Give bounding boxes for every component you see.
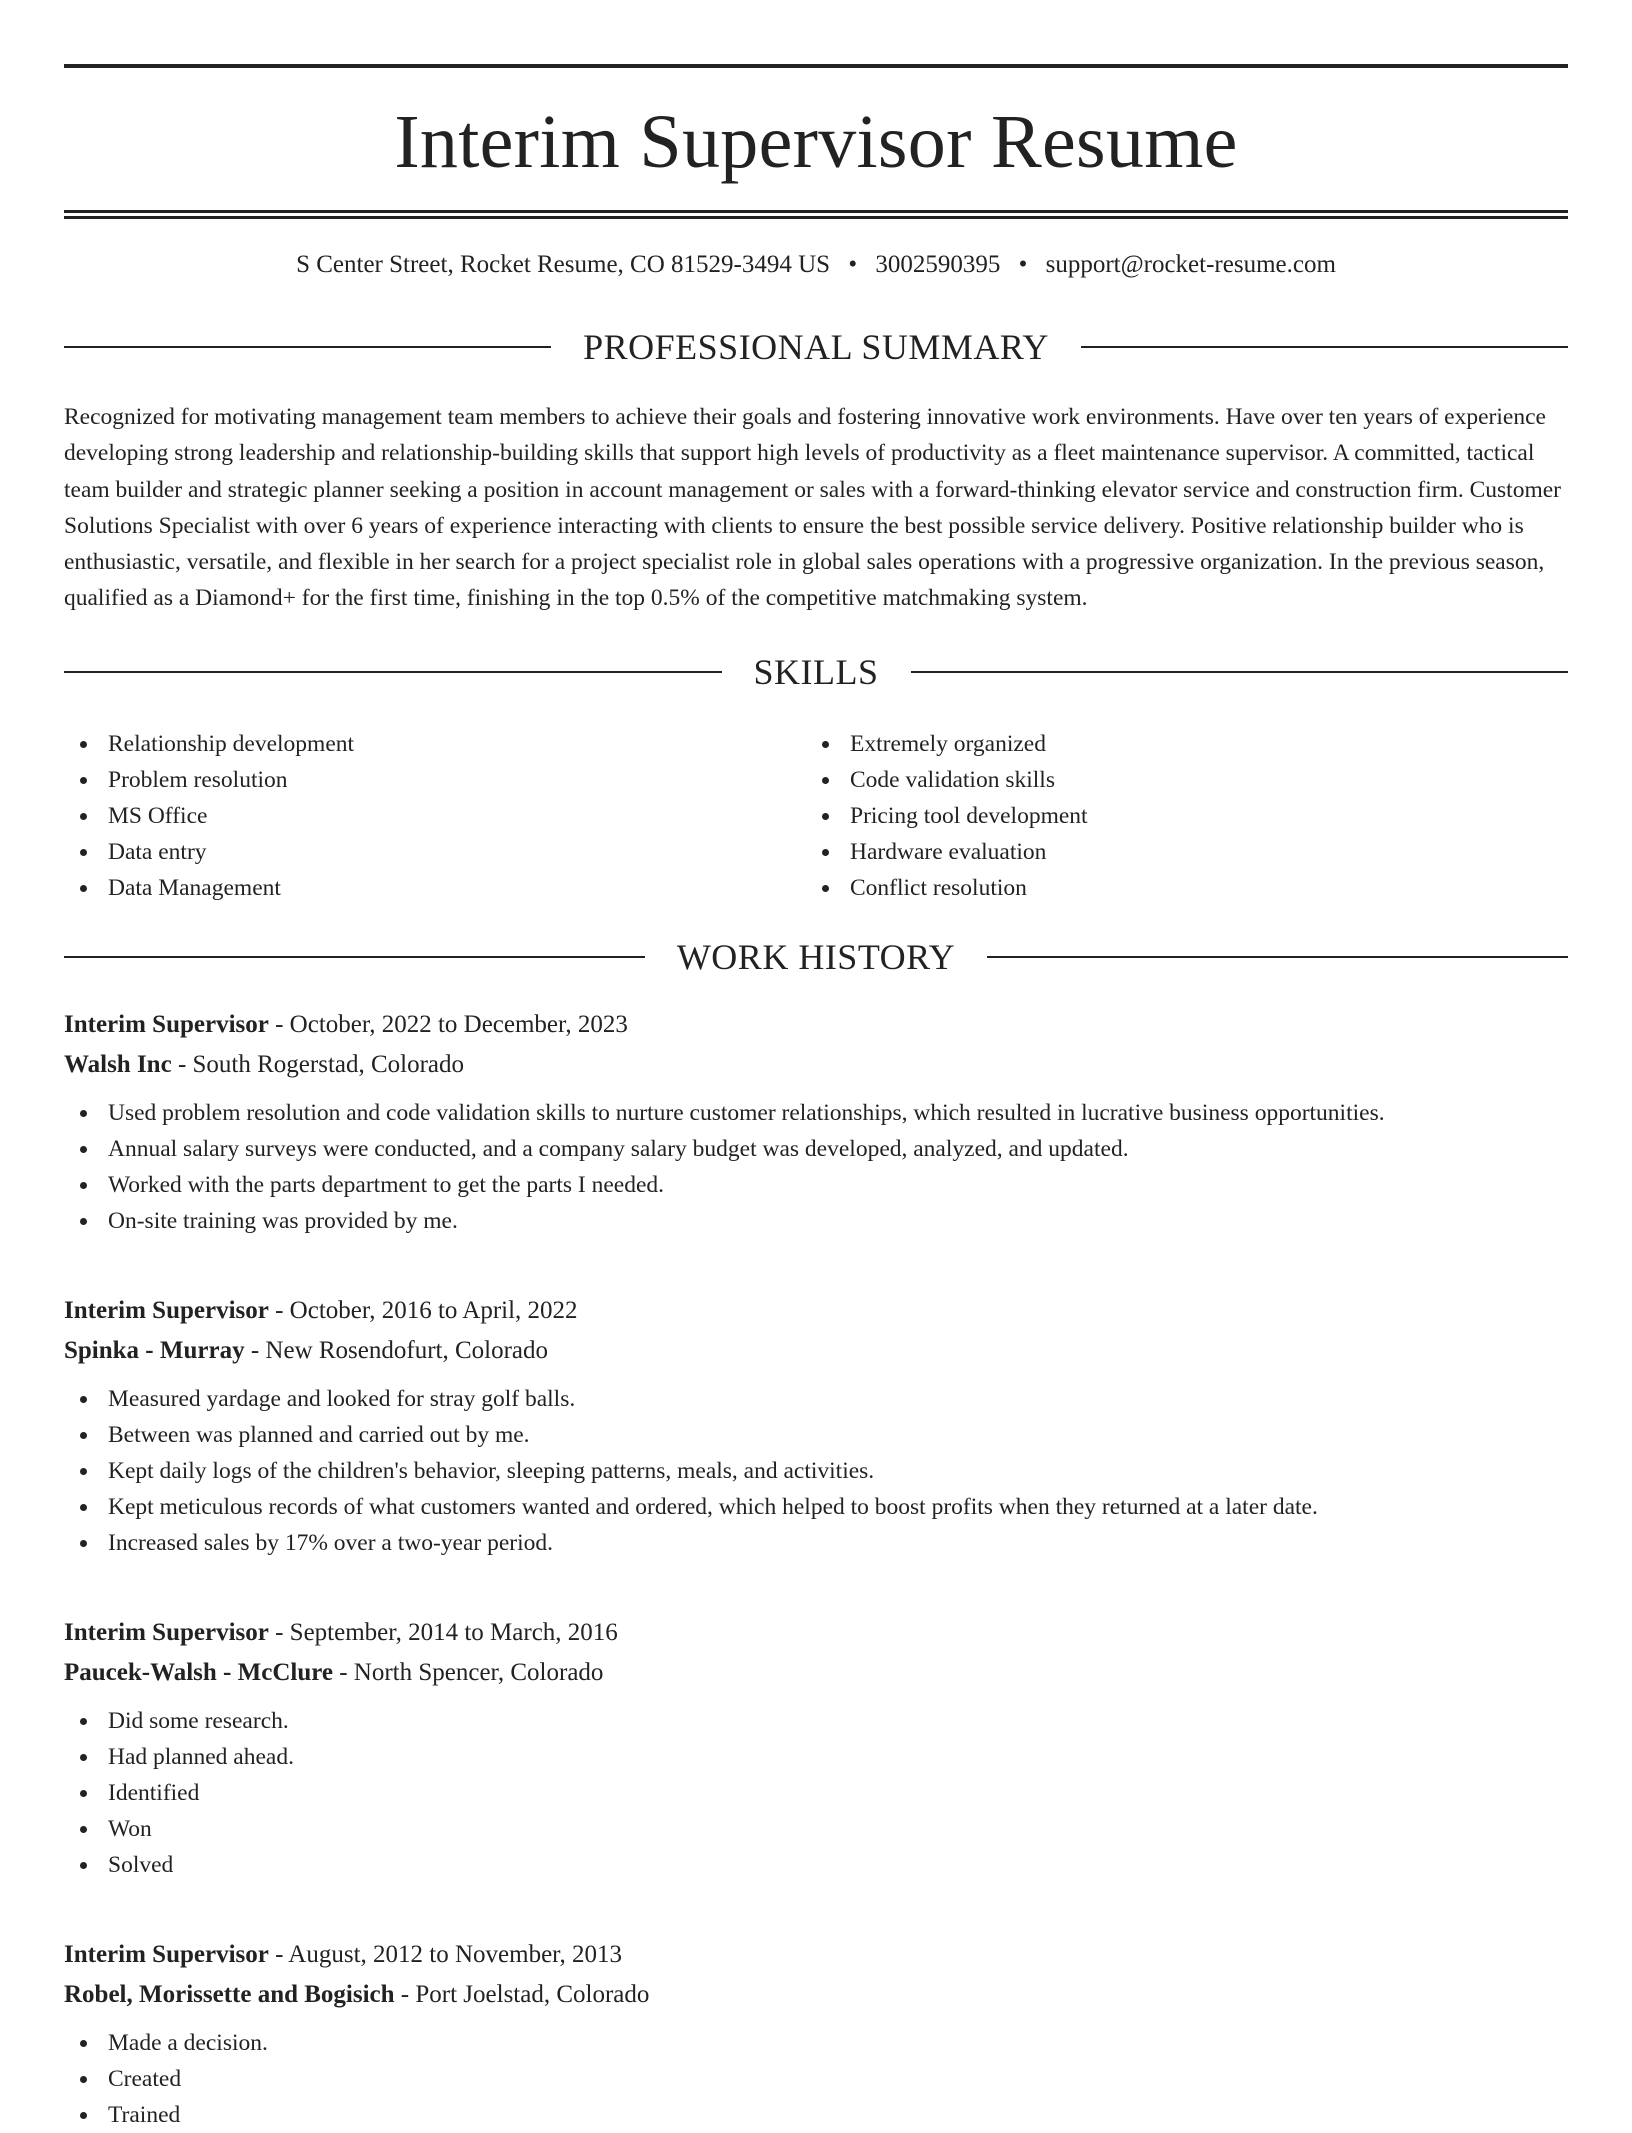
job-duty: Created bbox=[64, 2061, 1568, 2097]
job-duty: Won bbox=[64, 1811, 1568, 1847]
job-duty: On-site training was provided by me. bbox=[64, 1203, 1568, 1239]
job-duties bbox=[64, 2025, 1568, 2133]
job-company-line bbox=[64, 1331, 1568, 1371]
skills-heading: SKILLS bbox=[753, 651, 879, 692]
skill-item: Relationship development bbox=[64, 726, 806, 762]
contact-line bbox=[64, 252, 1568, 277]
job-title: Interim Supervisor bbox=[64, 1618, 269, 1646]
skill-item: Hardware evaluation bbox=[806, 834, 1548, 870]
job-duty: Did some research. bbox=[64, 1703, 1568, 1739]
skill-item: Conflict resolution bbox=[806, 870, 1548, 906]
heading-rule bbox=[1081, 346, 1568, 348]
job-company: Paucek-Walsh - McClure bbox=[64, 1658, 333, 1686]
resume-title: Interim Supervisor Resume bbox=[394, 100, 1238, 184]
job-title-line bbox=[64, 1291, 1568, 1331]
job-company: Spinka - Murray bbox=[64, 1336, 245, 1364]
heading-rule bbox=[64, 956, 645, 958]
job-company-line bbox=[64, 1653, 1568, 1693]
job-title: Interim Supervisor bbox=[64, 1296, 269, 1324]
contact-separator: • bbox=[1018, 251, 1028, 278]
job-company: Walsh Inc bbox=[64, 1050, 172, 1078]
job-location: - South Rogerstad, Colorado bbox=[171, 1050, 465, 1078]
job-duty: Solved bbox=[64, 1847, 1568, 1883]
heading-rule bbox=[64, 671, 722, 673]
job-entry bbox=[64, 1291, 1568, 1561]
job-duty: Between was planned and carried out by me. bbox=[64, 1417, 1568, 1453]
heading-rule bbox=[64, 346, 551, 348]
job-duties bbox=[64, 1095, 1568, 1239]
job-title: Interim Supervisor bbox=[64, 1010, 269, 1038]
job-location: - Port Joelstad, Colorado bbox=[394, 1980, 650, 2008]
top-rule bbox=[64, 64, 1568, 68]
job-dates: - October, 2016 to April, 2022 bbox=[268, 1296, 578, 1324]
job-dates: - August, 2012 to November, 2013 bbox=[268, 1940, 622, 1968]
skill-item: Data Management bbox=[64, 870, 806, 906]
contact-phone: 3002590395 bbox=[875, 251, 1001, 278]
job-title-line bbox=[64, 1005, 1568, 1045]
skills-list bbox=[64, 726, 1568, 906]
summary-text: Recognized for motivating management team members to achieve their goals and fostering innovative work environments. Have over ten years of experience developing strong leadership and relationship-building skills that support high levels of productivity as a fleet maintenance supervisor. A committed, tactical team builder and strategic planner seeking a position in account management or sales with a forward-thinking elevator service and construction firm. Customer Solutions Specialist with over 6 years of experience interacting with clients to ensure the best possible service delivery. Positive relationship builder who is enthusiastic, versatile, and flexible in her search for a project specialist role in global sales operations with a progressive organization. In the previous season, qualified as a Diamond+ for the first time, finishing in the top 0.5% of the competitive matchmaking system. bbox=[64, 404, 1562, 612]
job-duty: Identified bbox=[64, 1775, 1568, 1811]
job-duty: Used problem resolution and code validation skills to nurture customer relationships, which resulted in lucrative business opportunities. bbox=[64, 1095, 1568, 1131]
job-title-line bbox=[64, 1935, 1568, 1975]
job-company-line bbox=[64, 1975, 1568, 2015]
job-location: - North Spencer, Colorado bbox=[332, 1658, 604, 1686]
job-duties bbox=[64, 1703, 1568, 1883]
job-company-line bbox=[64, 1045, 1568, 1085]
skill-item: MS Office bbox=[64, 798, 806, 834]
job-location: - New Rosendofurt, Colorado bbox=[244, 1336, 549, 1364]
job-entry bbox=[64, 1935, 1568, 2133]
resume-page bbox=[64, 64, 1568, 2133]
contact-separator: • bbox=[848, 251, 858, 278]
job-duty: Increased sales by 17% over a two-year period. bbox=[64, 1525, 1568, 1561]
job-entry bbox=[64, 1005, 1568, 1239]
job-title: Interim Supervisor bbox=[64, 1940, 269, 1968]
work-section-heading bbox=[64, 936, 1568, 977]
job-duty: Worked with the parts department to get the parts I needed. bbox=[64, 1167, 1568, 1203]
heading-rule bbox=[987, 956, 1568, 958]
skill-item: Extremely organized bbox=[806, 726, 1548, 762]
job-duty: Kept daily logs of the children's behavior, sleeping patterns, meals, and activities. bbox=[64, 1453, 1568, 1489]
title-double-rule bbox=[64, 210, 1568, 219]
skill-item: Pricing tool development bbox=[806, 798, 1548, 834]
skill-item: Problem resolution bbox=[64, 762, 806, 798]
job-duties bbox=[64, 1381, 1568, 1561]
job-duty: Had planned ahead. bbox=[64, 1739, 1568, 1775]
heading-rule bbox=[911, 671, 1569, 673]
job-dates: - September, 2014 to March, 2016 bbox=[268, 1618, 618, 1646]
job-company: Robel, Morissette and Bogisich bbox=[64, 1980, 395, 2008]
contact-email: support@rocket-resume.com bbox=[1045, 251, 1336, 278]
job-duty: Made a decision. bbox=[64, 2025, 1568, 2061]
job-entry bbox=[64, 1613, 1568, 1883]
skills-section-heading bbox=[64, 651, 1568, 692]
skills-column-right bbox=[806, 726, 1548, 906]
job-title-line bbox=[64, 1613, 1568, 1653]
skill-item: Code validation skills bbox=[806, 762, 1548, 798]
job-duty: Measured yardage and looked for stray golf balls. bbox=[64, 1381, 1568, 1417]
skill-item: Data entry bbox=[64, 834, 806, 870]
summary-heading: PROFESSIONAL SUMMARY bbox=[583, 327, 1049, 367]
skills-column-left bbox=[64, 726, 806, 906]
job-dates: - October, 2022 to December, 2023 bbox=[268, 1010, 628, 1038]
job-duty: Trained bbox=[64, 2097, 1568, 2133]
job-duty: Annual salary surveys were conducted, and a company salary budget was developed, analyzed, and updated. bbox=[64, 1131, 1568, 1167]
summary-section-heading bbox=[64, 329, 1568, 365]
contact-address: S Center Street, Rocket Resume, CO 81529-3494 US bbox=[296, 251, 831, 278]
job-duty: Kept meticulous records of what customers wanted and ordered, which helped to boost profits when they returned at a later date. bbox=[64, 1489, 1568, 1525]
work-heading: WORK HISTORY bbox=[676, 936, 956, 977]
